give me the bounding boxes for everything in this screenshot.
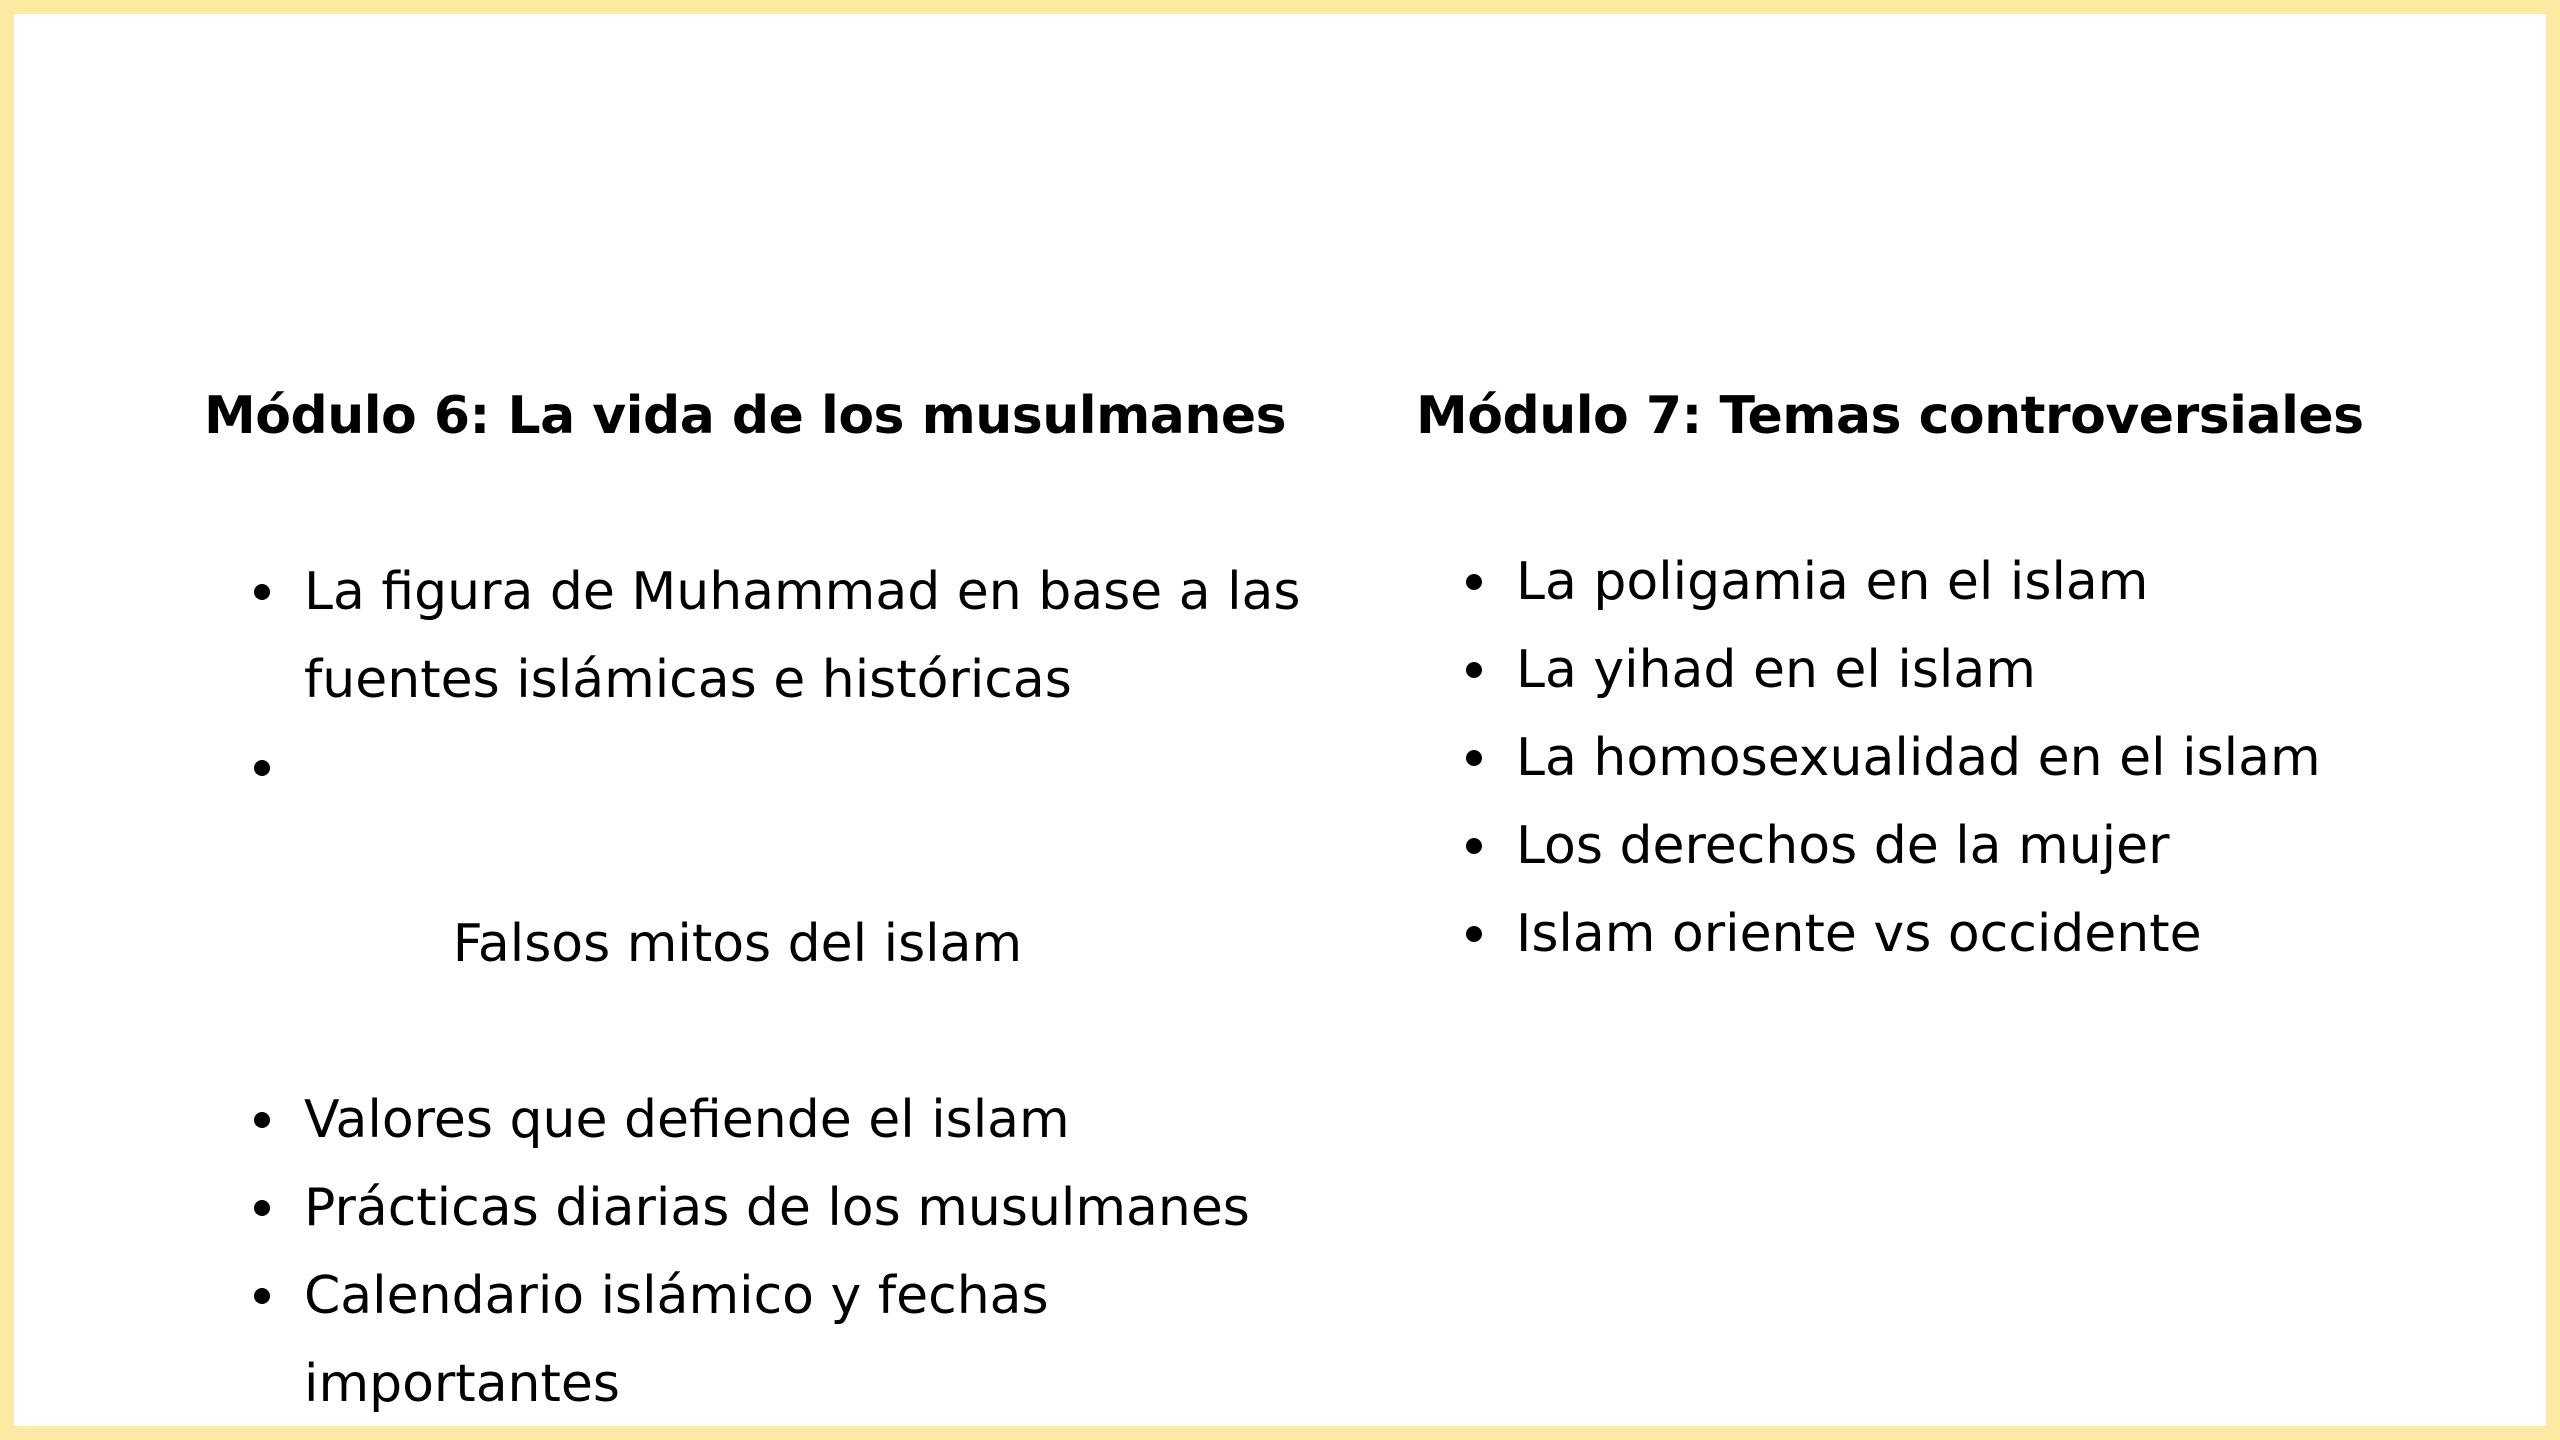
list-item: [204, 1252, 1334, 1428]
list-item: [1416, 626, 2456, 714]
module-7-title: Módulo 7: Temas controversiales: [1416, 386, 2364, 446]
list-item: [1416, 538, 2456, 626]
bullet-icon: [254, 1200, 270, 1216]
topic-text: Islam oriente vs occidente: [1516, 904, 2202, 964]
bullet-icon: [254, 1112, 270, 1128]
bullet-icon: [1466, 662, 1482, 678]
module-7-topic-list: [1416, 538, 2456, 978]
bullet-icon: [254, 760, 270, 776]
list-item: [204, 548, 1334, 724]
topic-text: Valores que defiende el islam: [304, 1090, 1070, 1150]
module-6-topic-list: [204, 548, 1324, 1428]
list-item: [204, 1076, 1334, 1164]
topic-text: Calendario islámico y fechas importantes: [304, 1266, 1049, 1414]
topic-text: Falsos mitos del islam: [436, 914, 1023, 974]
module-7-section: [1416, 374, 2456, 978]
topic-text: La poligamia en el islam: [1516, 552, 2149, 612]
list-item: [1416, 802, 2456, 890]
topic-text: La yihad en el islam: [1516, 640, 2036, 700]
bullet-icon: [254, 1288, 270, 1304]
module-6-section: [204, 374, 1324, 1428]
topic-text: La figura de Muhammad en base a las fuentes islámicas e históricas: [304, 562, 1301, 710]
bullet-icon: [1466, 838, 1482, 854]
list-item: [204, 724, 1334, 1076]
bullet-icon: [254, 584, 270, 600]
module-6-title: Módulo 6: La vida de los musulmanes: [204, 386, 1287, 446]
topic-text: La homosexualidad en el islam: [1516, 728, 2321, 788]
list-item: [1416, 890, 2456, 978]
bullet-icon: [1466, 750, 1482, 766]
list-item: [204, 1164, 1334, 1252]
topic-text: Prácticas diarias de los musulmanes: [304, 1178, 1250, 1238]
topic-text: Los derechos de la mujer: [1516, 816, 2170, 876]
bullet-icon: [1466, 926, 1482, 942]
bullet-icon: [1466, 574, 1482, 590]
list-item: [1416, 714, 2456, 802]
